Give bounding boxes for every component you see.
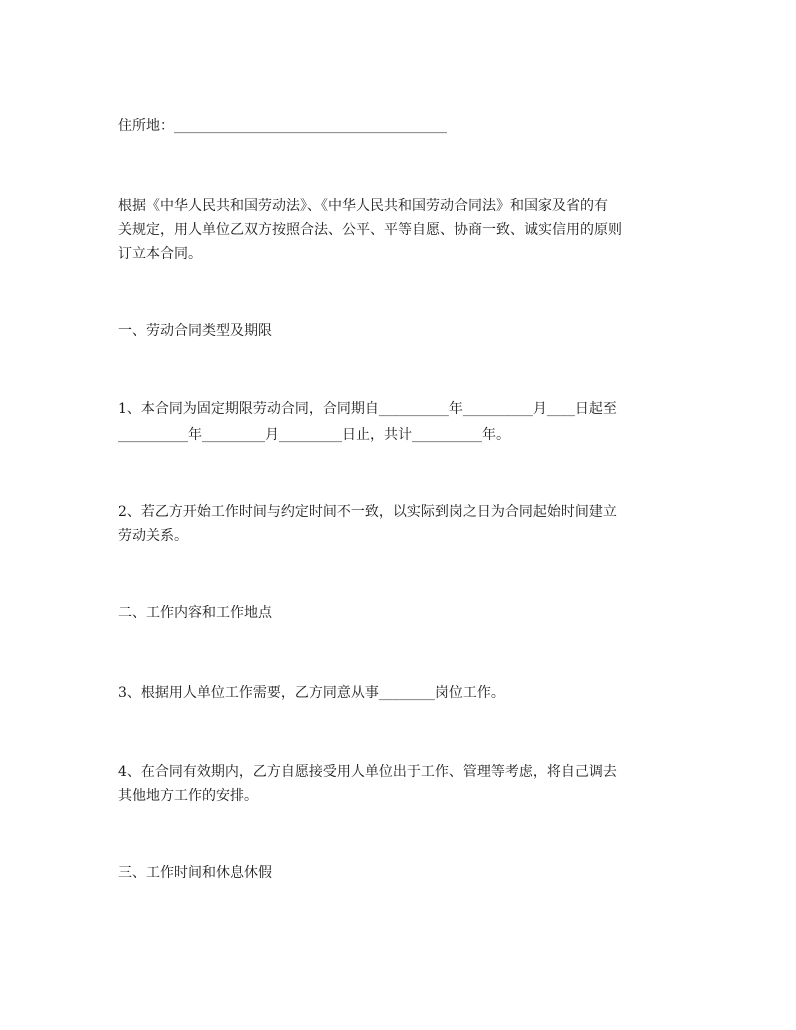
preamble-line-3: 订立本合同。 (118, 246, 202, 262)
clause-2-line-1: 2、若乙方开始工作时间与约定时间不一致，以实际到岗之日为合同起始时间建立 (118, 504, 617, 520)
clause-1-line-1: 1、本合同为固定期限劳动合同，合同期自__________年__________月____日起至 (118, 401, 617, 417)
clause-4-line-2: 其他地方工作的安排。 (118, 788, 258, 804)
clause-4-line-1: 4、在合同有效期内，乙方自愿接受用人单位出于工作、管理等考虑，将自己调去 (118, 764, 617, 780)
section-heading-2: 二、工作内容和工作地点 (118, 605, 272, 621)
clause-3: 3、根据用人单位工作需要，乙方同意从事________岗位工作。 (118, 685, 505, 701)
clause-2-line-2: 劳动关系。 (118, 528, 188, 544)
section-heading-1: 一、劳动合同类型及期限 (118, 323, 272, 339)
section-heading-3: 三、工作时间和休息休假 (118, 865, 272, 881)
preamble-line-2: 关规定，用人单位乙双方按照合法、公平、平等自愿、协商一致、诚实信用的原则 (118, 222, 622, 238)
clause-1-line-2: __________年_________月_________日止，共计__________年。 (118, 427, 510, 443)
address-line: 住所地：_______________________________________ (118, 118, 447, 134)
preamble-line-1: 根据《中华人民共和国劳动法》、《中华人民共和国劳动合同法》和国家及省的有 (118, 198, 608, 214)
